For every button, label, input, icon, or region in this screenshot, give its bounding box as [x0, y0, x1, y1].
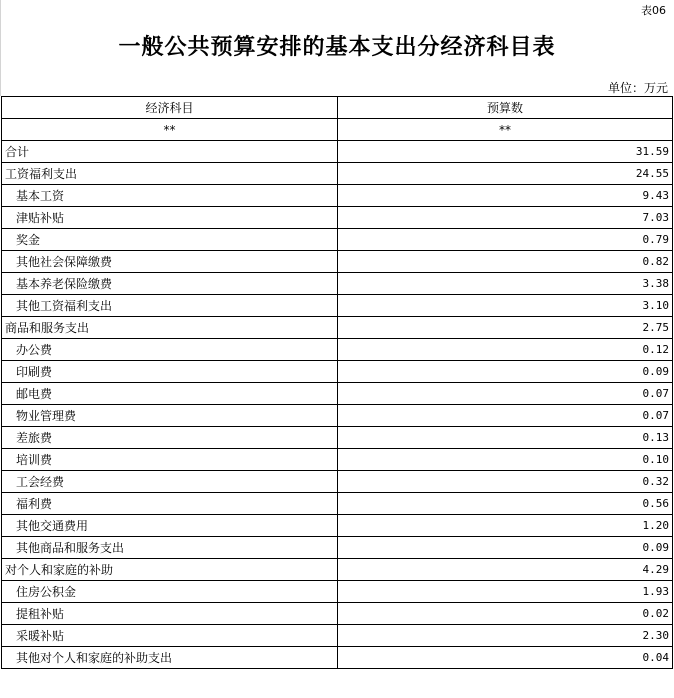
marker-row: [2, 119, 673, 141]
row-value: 3.38: [338, 273, 673, 295]
table-row: [2, 185, 673, 207]
table-row: [2, 317, 673, 339]
table-row: [2, 515, 673, 537]
header-row: [2, 97, 673, 119]
row-value: 0.79: [338, 229, 673, 251]
row-category: 印刷费: [2, 361, 338, 383]
table-row: [2, 559, 673, 581]
row-value: 0.09: [338, 361, 673, 383]
row-category: 培训费: [2, 449, 338, 471]
table-code: 表06: [641, 4, 666, 17]
table-row: [2, 647, 673, 669]
row-category: 工会经费: [2, 471, 338, 493]
row-category: 其他社会保障缴费: [2, 251, 338, 273]
row-value: 24.55: [338, 163, 673, 185]
row-category: 其他工资福利支出: [2, 295, 338, 317]
row-category: 办公费: [2, 339, 338, 361]
row-category: 其他交通费用: [2, 515, 338, 537]
row-value: 0.02: [338, 603, 673, 625]
table-row: [2, 251, 673, 273]
row-category: 津贴补贴: [2, 207, 338, 229]
table-row: [2, 273, 673, 295]
table-row: [2, 405, 673, 427]
row-value: 0.82: [338, 251, 673, 273]
row-value: 7.03: [338, 207, 673, 229]
table-row: [2, 383, 673, 405]
row-category: 基本工资: [2, 185, 338, 207]
table-row: [2, 493, 673, 515]
row-category: 合计: [2, 141, 338, 163]
row-category: 福利费: [2, 493, 338, 515]
row-category: 基本养老保险缴费: [2, 273, 338, 295]
marker-cell: **: [338, 119, 673, 141]
row-category: 采暖补贴: [2, 625, 338, 647]
budget-table: [1, 96, 673, 669]
row-value: 1.20: [338, 515, 673, 537]
table-row: [2, 295, 673, 317]
table-row: [2, 471, 673, 493]
row-category: 商品和服务支出: [2, 317, 338, 339]
row-value: 0.13: [338, 427, 673, 449]
table-row: [2, 141, 673, 163]
row-category: 奖金: [2, 229, 338, 251]
table-row: [2, 581, 673, 603]
row-value: 9.43: [338, 185, 673, 207]
row-value: 1.93: [338, 581, 673, 603]
row-category: 对个人和家庭的补助: [2, 559, 338, 581]
row-value: 4.29: [338, 559, 673, 581]
row-category: 其他对个人和家庭的补助支出: [2, 647, 338, 669]
column-header-budget: 预算数: [338, 97, 673, 119]
row-value: 0.07: [338, 383, 673, 405]
row-category: 差旅费: [2, 427, 338, 449]
row-category: 邮电费: [2, 383, 338, 405]
table-row: [2, 339, 673, 361]
table-row: [2, 449, 673, 471]
row-value: 2.75: [338, 317, 673, 339]
unit-label: 单位：万元: [607, 81, 668, 95]
column-header-category: 经济科目: [2, 97, 338, 119]
row-value: 0.56: [338, 493, 673, 515]
row-value: 0.10: [338, 449, 673, 471]
row-value: 31.59: [338, 141, 673, 163]
table-row: [2, 229, 673, 251]
row-value: 3.10: [338, 295, 673, 317]
row-value: 0.32: [338, 471, 673, 493]
table-row: [2, 625, 673, 647]
row-value: 2.30: [338, 625, 673, 647]
row-category: 提租补贴: [2, 603, 338, 625]
page-title: 一般公共预算安排的基本支出分经济科目表: [118, 34, 556, 60]
row-category: 住房公积金: [2, 581, 338, 603]
table-row: [2, 603, 673, 625]
row-value: 0.07: [338, 405, 673, 427]
table-row: [2, 537, 673, 559]
table-row: [2, 207, 673, 229]
table-row: [2, 361, 673, 383]
table-row: [2, 427, 673, 449]
row-value: 0.09: [338, 537, 673, 559]
row-value: 0.04: [338, 647, 673, 669]
row-category: 物业管理费: [2, 405, 338, 427]
row-value: 0.12: [338, 339, 673, 361]
row-category: 其他商品和服务支出: [2, 537, 338, 559]
table-row: [2, 163, 673, 185]
marker-cell: **: [2, 119, 338, 141]
row-category: 工资福利支出: [2, 163, 338, 185]
